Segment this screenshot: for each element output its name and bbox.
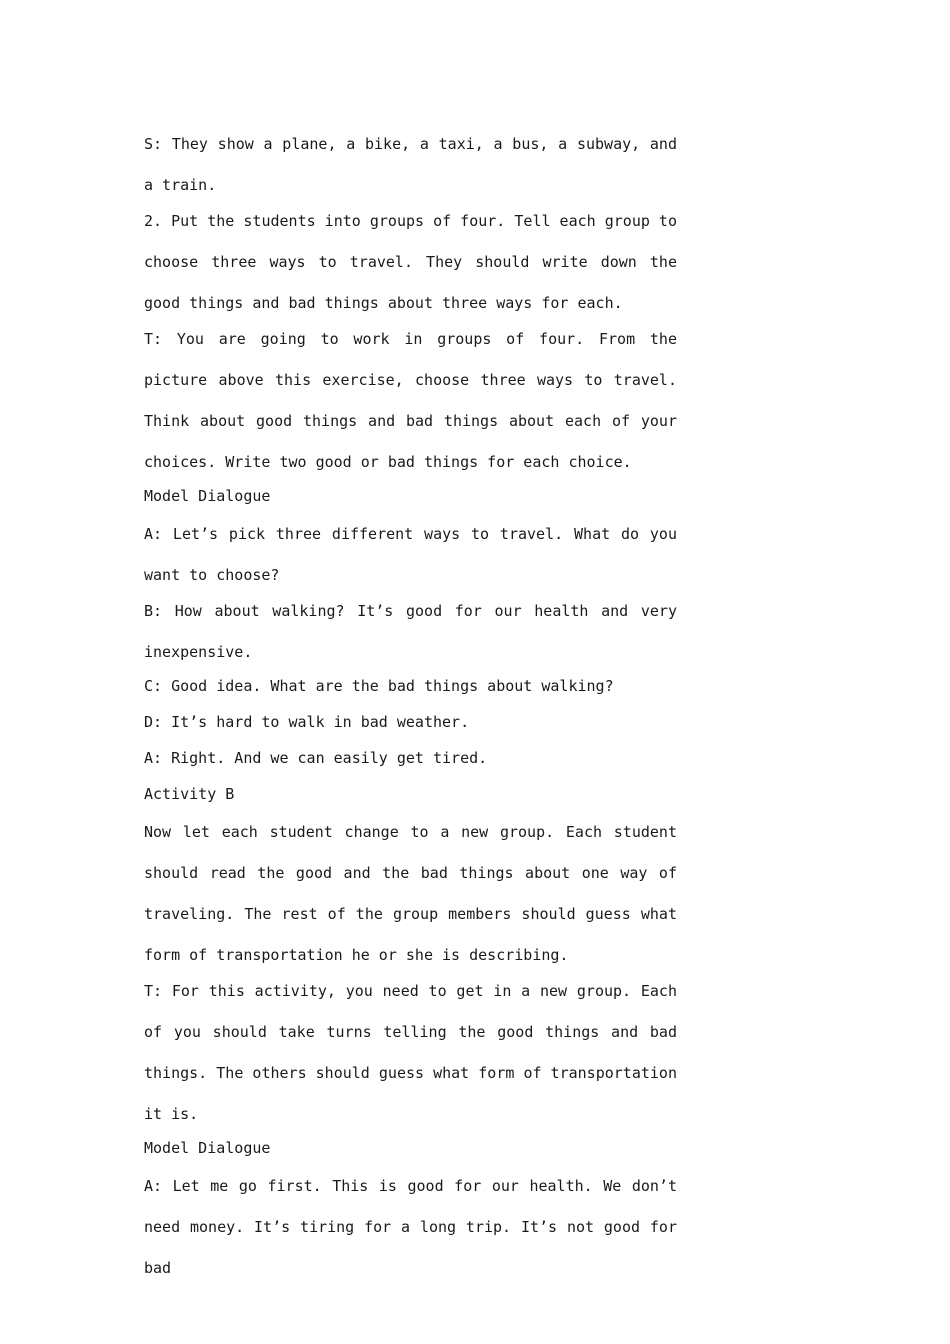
dialogue-line-d: D: It’s hard to walk in bad weather. (144, 713, 470, 731)
dialogue-line-c: C: Good idea. What are the bad things about walking? (144, 677, 614, 695)
paragraph-activity-b: Now let each student change to a new group. Each student should read the good and the bad things about one way of traveling. The rest of the group members should guess what form of transportation he or she is describing. (144, 823, 677, 964)
dialogue-line-a-3: A: Let me go first. This is good for our health. We don’t need money. It’s tiring for a long trip. It’s not good for bad (144, 1177, 677, 1277)
paragraph-step-2: 2. Put the students into groups of four. Tell each group to choose three ways to travel. They should write down the good things and bad things about three ways for each. (144, 212, 677, 312)
section-heading-model-dialogue-2: Model Dialogue (144, 1139, 271, 1157)
section-heading-model-dialogue: Model Dialogue (144, 487, 271, 505)
document-body (144, 124, 677, 1284)
paragraph-teacher-activity-b: T: For this activity, you need to get in a new group. Each of you should take turns telling the good things and bad things. The others should guess what form of transportation it is. (144, 982, 677, 1123)
dialogue-line-a-2: A: Right. And we can easily get tired. (144, 749, 488, 767)
dialogue-line-a: A: Let’s pick three different ways to travel. What do you want to choose? (144, 525, 677, 584)
paragraph-student-answer: S: They show a plane, a bike, a taxi, a bus, a subway, and a train. (144, 135, 677, 194)
section-heading-activity-b: Activity B (144, 785, 235, 803)
dialogue-line-b: B: How about walking? It’s good for our health and very inexpensive. (144, 602, 677, 661)
paragraph-teacher-instruction: T: You are going to work in groups of four. From the picture above this exercise, choose three ways to travel. Think about good things and bad things about each of your choices. Write two good or bad things for each choice. (144, 330, 677, 471)
